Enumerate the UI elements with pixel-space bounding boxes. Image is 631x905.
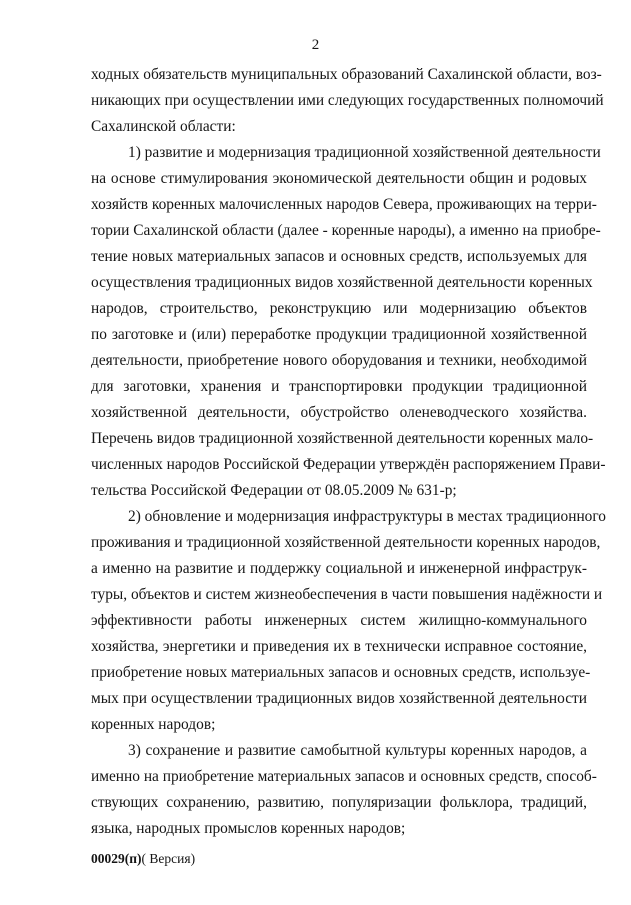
text-line: именно на приобретение материальных запасов и основных средств, способ-: [91, 768, 597, 785]
list-item-2-line: 2) обновление и модернизация инфраструктуры в местах традиционного: [128, 508, 607, 525]
list-item-3-line: 3) сохранение и развитие самобытной культуры коренных народов, а: [128, 742, 587, 759]
document-code: 00029(п): [91, 851, 142, 866]
text-line: осуществления традиционных видов хозяйственной деятельности коренных: [91, 274, 593, 291]
document-footer: [91, 851, 195, 867]
text-line: приобретение новых материальных запасов и основных средств, используе-: [91, 664, 591, 681]
text-line: численных народов Российской Федерации утверждён распоряжением Прави-: [91, 456, 606, 473]
text-line: туры, объектов и систем жизнеобеспечения в части повышения надёжности и: [91, 586, 603, 603]
text-line: по заготовке и (или) переработке продукции традиционной хозяйственной: [91, 326, 587, 343]
document-version: ( Версия): [141, 851, 196, 866]
text-line: Перечень видов традиционной хозяйственной деятельности коренных мало-: [91, 430, 594, 447]
text-line: а именно на развитие и поддержку социальной и инженерной инфраструк-: [91, 560, 587, 577]
text-line: хозяйства, энергетики и приведения их в технически исправное состояние,: [91, 638, 587, 655]
text-line: народов, строительство, реконструкцию или модернизацию объектов: [91, 300, 587, 317]
text-line: языка, народных промыслов коренных народов;: [91, 820, 406, 837]
text-line: тории Сахалинской области (далее - коренные народы), а именно на приобре-: [91, 222, 601, 239]
text-line: никающих при осуществлении ими следующих государственных полномочий: [91, 92, 604, 109]
text-line: тение новых материальных запасов и основных средств, используемых для: [91, 248, 587, 265]
page-number: 2: [311, 37, 320, 53]
text-line: эффективности работы инженерных систем жилищно-коммунального: [91, 612, 587, 629]
text-line: деятельности, приобретение нового оборудования и техники, необходимой: [91, 352, 587, 369]
list-item-1-line: 1) развитие и модернизация традиционной хозяйственной деятельности: [128, 144, 601, 161]
text-line: коренных народов;: [91, 716, 216, 733]
text-line: ходных обязательств муниципальных образований Сахалинской области, воз-: [91, 66, 602, 83]
text-line: хозяйственной деятельности, обустройство оленеводческого хозяйства.: [91, 404, 587, 421]
text-line: тельства Российской Федерации от 08.05.2009 № 631-р;: [91, 482, 457, 499]
text-line: ствующих сохранению, развитию, популяризации фольклора, традиций,: [91, 794, 587, 811]
text-line: мых при осуществлении традиционных видов хозяйственной деятельности: [91, 690, 587, 707]
text-line: хозяйств коренных малочисленных народов Севера, проживающих на терри-: [91, 196, 597, 213]
text-line: для заготовки, хранения и транспортировки продукции традиционной: [91, 378, 587, 395]
text-line: Сахалинской области:: [91, 118, 236, 135]
text-line: проживания и традиционной хозяйственной деятельности коренных народов,: [91, 534, 601, 551]
text-line: на основе стимулирования экономической деятельности общин и родовых: [91, 170, 587, 187]
